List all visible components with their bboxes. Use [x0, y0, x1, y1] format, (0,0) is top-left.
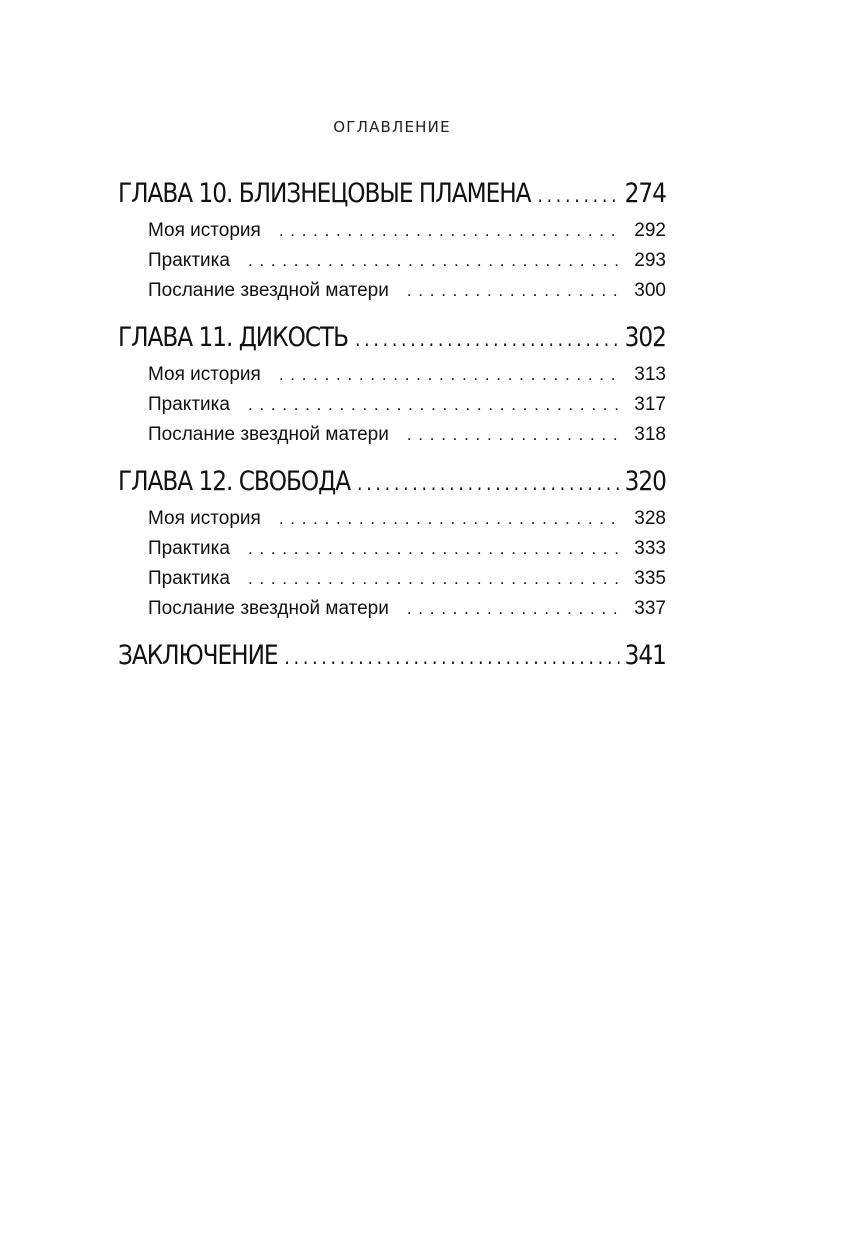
- section-page-number: 313: [634, 364, 666, 385]
- dot-leader: [279, 360, 620, 390]
- toc-entries: [118, 176, 666, 674]
- section-title: Практика: [148, 568, 230, 589]
- dot-leader: [248, 564, 620, 594]
- section-page-number: 335: [634, 568, 666, 589]
- chapter-group-10: [118, 176, 666, 306]
- section-entry: [148, 390, 666, 420]
- section-title: Моя история: [148, 364, 261, 385]
- section-title: Моя история: [148, 220, 261, 241]
- section-page-number: 293: [634, 250, 666, 271]
- section-page-number: 317: [634, 394, 666, 415]
- conclusion-entry: [118, 638, 666, 674]
- dot-leader: [407, 420, 620, 450]
- dot-leader: [248, 246, 620, 276]
- dot-leader: [355, 321, 619, 357]
- section-page-number: 337: [634, 598, 666, 619]
- section-title: Моя история: [148, 508, 261, 529]
- section-title: Практика: [148, 250, 230, 271]
- dot-leader: [279, 504, 620, 534]
- section-entry: [148, 360, 666, 390]
- section-page-number: 333: [634, 538, 666, 559]
- chapter-page-number: 274: [624, 178, 666, 209]
- section-entry: [148, 594, 666, 624]
- dot-leader: [407, 594, 620, 624]
- conclusion-page-number: 341: [624, 640, 666, 671]
- dot-leader: [248, 534, 620, 564]
- chapter-group-11: [118, 320, 666, 450]
- chapter-entry: [118, 464, 666, 500]
- conclusion-title: ЗАКЛЮЧЕНИЕ: [118, 640, 278, 671]
- dot-leader: [248, 390, 620, 420]
- chapter-page-number: 302: [624, 322, 666, 353]
- chapter-group-12: [118, 464, 666, 624]
- dot-leader: [537, 177, 619, 213]
- section-title: Практика: [148, 538, 230, 559]
- chapter-page-number: 320: [624, 466, 666, 497]
- section-entry: [148, 216, 666, 246]
- section-entry: [148, 246, 666, 276]
- chapter-title: ГЛАВА 10. БЛИЗНЕЦОВЫЕ ПЛАМЕНА: [118, 178, 531, 209]
- section-title: Послание звездной матери: [148, 424, 389, 445]
- dot-leader: [284, 639, 619, 675]
- dot-leader: [357, 465, 619, 501]
- section-entry: [148, 420, 666, 450]
- section-entry: [148, 504, 666, 534]
- chapter-entry: [118, 320, 666, 356]
- chapter-title: ГЛАВА 11. ДИКОСТЬ: [118, 322, 349, 353]
- dot-leader: [279, 216, 620, 246]
- section-entry: [148, 534, 666, 564]
- toc-title: ОГЛАВЛЕНИЕ: [333, 118, 451, 136]
- section-page-number: 318: [634, 424, 666, 445]
- section-entry: [148, 564, 666, 594]
- dot-leader: [407, 276, 620, 306]
- chapter-title: ГЛАВА 12. СВОБОДА: [118, 466, 351, 497]
- section-page-number: 300: [634, 280, 666, 301]
- section-entry: [148, 276, 666, 306]
- section-page-number: 328: [634, 508, 666, 529]
- section-title: Послание звездной матери: [148, 280, 389, 301]
- chapter-entry: [118, 176, 666, 212]
- section-page-number: 292: [634, 220, 666, 241]
- section-title: Практика: [148, 394, 230, 415]
- section-title: Послание звездной матери: [148, 598, 389, 619]
